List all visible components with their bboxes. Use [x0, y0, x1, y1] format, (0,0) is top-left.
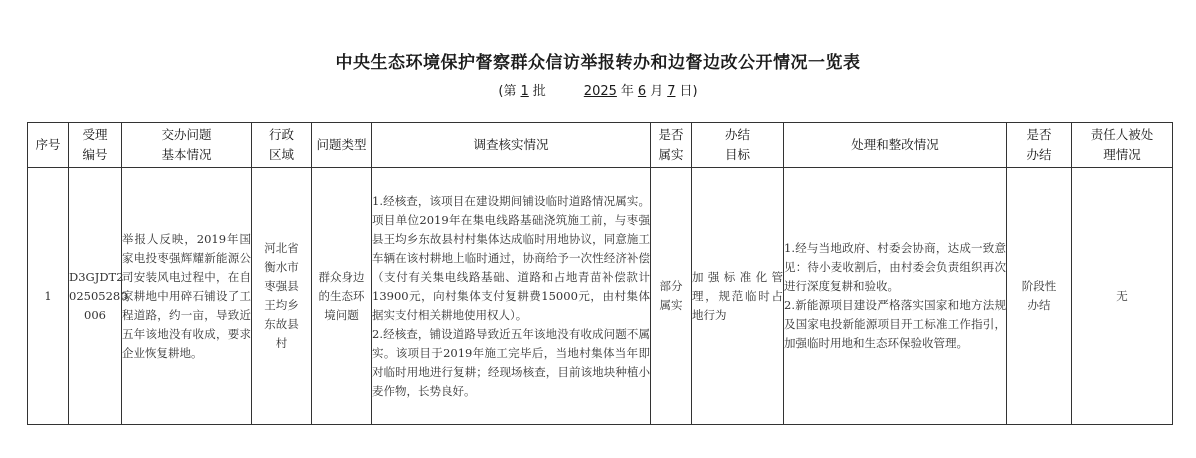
subtitle-close: 日)	[679, 84, 698, 99]
handling-item-2: 2.新能源项目建设严格落实国家和地方法规及国家电投新能源项目开工标准工作指引，加强临时用地和生态环保验收管理。	[784, 298, 1006, 350]
month-value: 6	[637, 84, 647, 99]
cell-issue	[122, 168, 252, 425]
month-label: 月	[650, 84, 664, 99]
cell-handling	[784, 168, 1007, 425]
cell-closed: 阶段性 办结	[1007, 168, 1072, 425]
col-header-closed: 是否 办结	[1007, 123, 1072, 168]
year-label: 年	[620, 84, 634, 99]
batch-date-line	[0, 80, 1196, 99]
subtitle-open: (第	[498, 84, 517, 99]
cell-seq: 1	[28, 168, 69, 425]
col-header-issue-type: 问题类型	[312, 123, 372, 168]
investigation-item-1: 1.经核查，该项目在建设期间铺设临时道路情况属实。项目单位2019年在集电线路基础浇筑施工前，与枣强县王均乡东故县村村集体达成临时用地协议，同意施工车辆在该村耕地上临时通过，协商给予一次性经济补偿（支付有关集电线路基础、道路和占地青苗补偿款计13900元，向村集体支付复耕费15000元，由村集体据实支付相关耕地使用权人）。	[372, 193, 650, 322]
day-value: 7	[667, 84, 676, 99]
page-title: 中央生态环境保护督察群众信访举报转办和边督边改公开情况一览表	[335, 53, 861, 73]
year-value: 2025	[583, 84, 617, 99]
cell-accountability: 无	[1072, 168, 1173, 425]
investigation-item-2: 2.经核查，铺设道路导致近五年该地没有收成问题不属实。该项目于2019年施工完毕后，当地村集体当年即对临时用地进行复耕；经现场核查，目前该地块种植小麦作物，长势良好。	[372, 326, 650, 398]
batch-number: 1	[520, 84, 529, 99]
cell-investigation	[372, 168, 651, 425]
col-header-goal: 办结 目标	[692, 123, 784, 168]
cell-verified: 部分 属实	[651, 168, 692, 425]
col-header-case-id: 受理 编号	[69, 123, 122, 168]
issue-text: 举报人反映，2019年国家电投枣强辉耀新能源公司安装风电过程中，在自家耕地中用碎石铺设了工程道路，约一亩，导致近五年该地没有收成，要求企业恢复耕地。	[122, 231, 251, 360]
col-header-verified: 是否 属实	[651, 123, 692, 168]
col-header-handling: 处理和整改情况	[784, 123, 1007, 168]
cell-issue-type: 群众身边 的生态环 境问题	[312, 168, 372, 425]
col-header-investigation: 调查核实情况	[372, 123, 651, 168]
goal-text: 加强标准化管理，规范临时占地行为	[692, 269, 783, 322]
col-header-region: 行政 区域	[252, 123, 312, 168]
cell-region: 河北省 衡水市 枣强县 王均乡 东故县 村	[252, 168, 312, 425]
batch-label: 批	[532, 84, 546, 99]
col-header-issue: 交办问题 基本情况	[122, 123, 252, 168]
handling-item-1: 1.经与当地政府、村委会协商，达成一致意见：待小麦收割后，由村委会负责组织再次进行深度复耕和验收。	[784, 241, 1006, 293]
cell-case-id: D3GJDT2 02505280 006	[69, 168, 122, 425]
report-table	[27, 122, 1173, 425]
col-header-seq: 序号	[28, 123, 69, 168]
table-row	[28, 168, 1173, 425]
header-row	[28, 123, 1173, 168]
col-header-accountability: 责任人被处 理情况	[1072, 123, 1173, 168]
cell-goal	[692, 168, 784, 425]
